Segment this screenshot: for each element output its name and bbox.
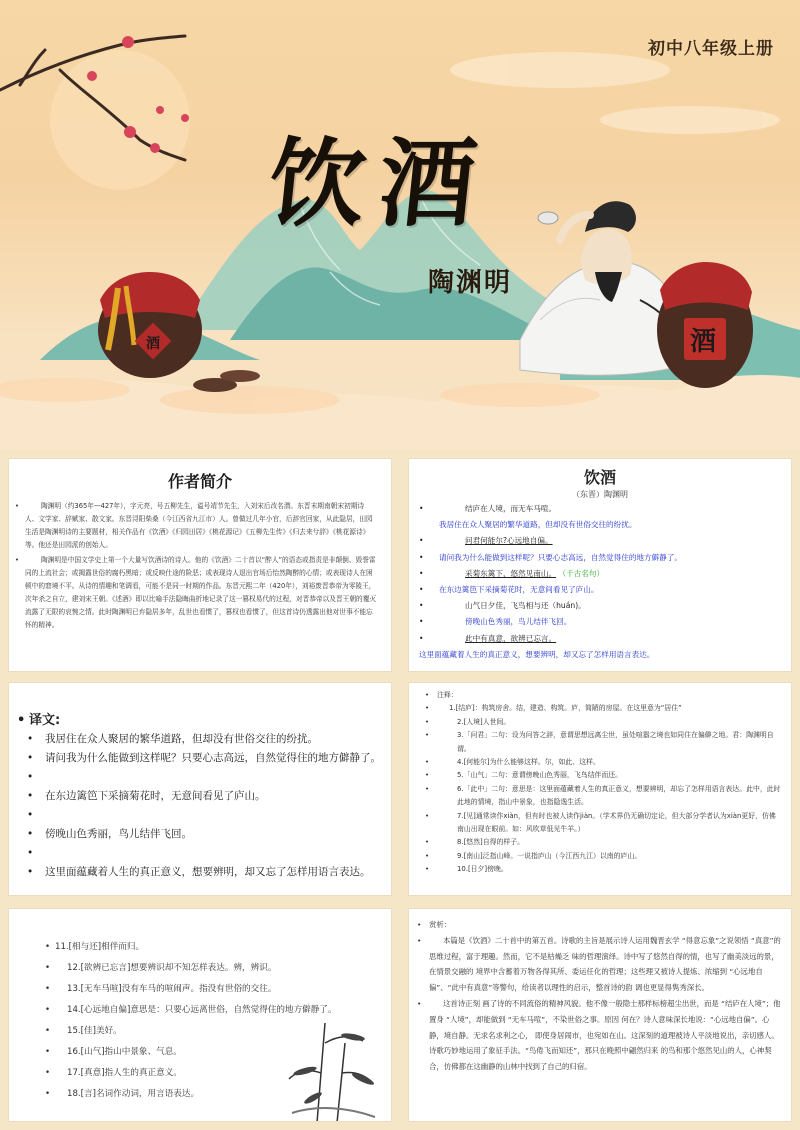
famous-line-note: （千古名句） — [558, 568, 605, 578]
poem-line-1: • 结庐在人境，而无车马喧。 — [427, 501, 783, 517]
bamboo-ink-illustration — [287, 1013, 377, 1122]
page-title: 饮酒 — [263, 127, 496, 240]
translation-line-2: • 请问我为什么能做到这样呢？只要心志高远，自然觉得住的地方僻静了。 — [35, 749, 391, 768]
note-6: • 6.「此中」二句：意思是：这里面蕴藏着人生的真正意义，想要辨明，却忘了怎样用语言表达。此中，此时此地的情境，指山中景象，也指隐逸生活。 — [437, 783, 781, 810]
translation-line-1: • 我居住在众人聚居的繁华道路，但却没有世俗交往的纷扰。 — [35, 730, 391, 749]
appreciation-item-2 — [429, 996, 781, 1075]
poem-trans-4: • 傍晚山色秀丽，鸟儿结伴飞回。 — [427, 614, 783, 630]
translation-blank-3 — [35, 844, 391, 863]
bio-paragraph-1: • 陶渊明（约365年—427年），字元亮，号五柳先生，谥号靖节先生，入刘宋后改名潜。东晋末期南朝宋初期诗人、文学家、辞赋家、散文家。东晋浔阳柴桑（今江西省九江市）人。曾做过几年小官，后辞官回家，从此隐居，田园生活是陶渊明诗的主要题材，相关作品有《饮酒》《归园田居》《桃花源记》《五柳先生传》《归去来兮辞》《桃花源诗》等。他还是田园派的创始人。 — [25, 500, 377, 552]
appreciation-paragraph-1: • 本篇是《饮酒》二十首中的第五首。诗歌的主旨是展示诗人运用魏晋玄学 “得意忘象”之说领悟 “真意”的思维过程，富于理趣。然而，它不是枯燥乏 味的哲理演绎。诗中写了悠然自得的情，也写了幽美淡远的景，在情景交融的 境界中含蓄着万物各得其所、委运任化的哲理；这些理又被诗人提炼、浓缩到 “心远地自偏”、“此中有真意”等警句，给读者以理性的启示，整首诗的韵 调也更显得隽秀深长。 — [429, 935, 781, 993]
poem-line-3 — [427, 566, 783, 582]
wine-jar-right — [657, 262, 753, 388]
wine-jar-left — [98, 272, 202, 378]
note-13: • 13.[无车马喧]没有车马的喧闹声。指没有世俗的交往。 — [55, 979, 381, 1000]
bio-text — [9, 492, 391, 632]
note-1: • 1.[结庐]：构筑房舍。结，建造、构筑。庐，简陋的房屋。在这里意为“居住” — [437, 702, 781, 715]
note-11: • 11.[相与还]相伴而归。 — [55, 937, 381, 958]
notes-body — [409, 683, 791, 877]
note-2: • 2.[人境]人世间。 — [437, 716, 781, 729]
note-8: • 8.[悠然]自得的样子。 — [437, 836, 781, 849]
note-15: • 15.[佳]美好。 — [55, 1021, 381, 1042]
author-bio-card — [8, 458, 392, 672]
translation-blank-2 — [35, 806, 391, 825]
translation-heading: • 译文: — [29, 711, 391, 730]
appreciation-heading: • 赏析： — [429, 917, 781, 933]
appreciation-body — [409, 909, 791, 1075]
note-14: • 14.[心远地自偏]意思是：只要心远离世俗，自然觉得住的地方僻静了。 — [55, 1000, 381, 1021]
poem-title: 饮酒 — [583, 468, 616, 487]
translation-line-3: • 在东边篱笆下采摘菊花时，无意间看见了庐山。 — [35, 787, 391, 806]
bio-title: 作者简介 — [167, 472, 232, 491]
notes-continued-card — [8, 908, 392, 1122]
note-7: • 7.[见]通常读作xiàn，但有时也被人读作jiàn。（学术界仍无确切定论，但大部分学者认为xiàn更好，仿佛南山出现在眼前。如：风吹草低见牛羊。） — [437, 810, 781, 837]
note-4: • 4.[何能尔]为什么能够这样。尔，如此、这样。 — [437, 756, 781, 769]
appreciation-item-1 — [429, 933, 781, 996]
author-name: 陶渊明 — [428, 268, 513, 298]
poem-line-3-text: 采菊东篱下，悠然见南山。 — [465, 568, 557, 578]
poem-line-4: • 山气日夕佳，飞鸟相与还（huán)。 — [427, 598, 783, 614]
note-16: • 16.[山气]指山中景象、气息。 — [55, 1042, 381, 1063]
poem-subtitle: （东晋）陶渊明 — [572, 490, 628, 499]
appreciation-card — [408, 908, 792, 1122]
notes-card — [408, 682, 792, 896]
grade-label: 初中八年级上册 — [648, 39, 774, 59]
poem-trans-3: • 在东边篱笆下采摘菊花时，无意间看见了庐山。 — [427, 582, 783, 598]
note-18: • 18.[言]名词作动词，用言语表达。 — [55, 1084, 381, 1105]
poem-body — [409, 501, 791, 663]
translation-blank-1 — [35, 768, 391, 787]
poem-line-2: • 问君何能尔?心远地自偏。 — [427, 533, 783, 549]
notes-heading: • 注释： — [437, 689, 781, 702]
translation-card — [8, 682, 392, 896]
translation-body — [9, 683, 391, 882]
note-5: • 5.「山气」二句：意谓傍晚山色秀丽，飞鸟结伴而还。 — [437, 769, 781, 782]
poem-line-5: • 此中有真意，欲辨已忘言。 — [427, 631, 783, 647]
jar-label-right: 酒 — [690, 327, 717, 357]
note-17: • 17.[真意]指人生的真正意义。 — [55, 1063, 381, 1084]
translation-line-4: • 傍晚山色秀丽，鸟儿结伴飞回。 — [35, 825, 391, 844]
jar-label-left: 酒 — [146, 336, 160, 352]
poem-card — [408, 458, 792, 672]
note-3: • 3.「问君」二句：设为问答之辞，意谓思想远离尘世，虽处喧嚣之境也如同住在偏僻之地。君：陶渊明自谓。 — [437, 729, 781, 756]
poem-trans-1: 我居住在众人聚居的繁华道路，但却没有世俗交往的纷扰。 — [439, 520, 637, 530]
note-10: • 10.[日夕]傍晚。 — [437, 863, 781, 876]
note-9: • 9.[南山]泛指山峰。一说指庐山（今江西九江）以南的庐山。 — [437, 850, 781, 863]
poem-trans-2: • 请问我为什么能做到这样呢？只要心志高远，自然觉得住的地方僻静了。 — [427, 550, 783, 566]
poem-trans-5: 这里面蕴藏着人生的真正意义，想要辨明，却又忘了怎样用语言表达。 — [419, 649, 655, 659]
note-12: • 12.[欲辨已忘言]想要辨识却不知怎样表达。辨，辨识。 — [55, 958, 381, 979]
translation-line-5: • 这里面蕴藏着人生的真正意义，想要辨明，却又忘了怎样用语言表达。 — [35, 863, 391, 882]
bio-paragraph-2: • 陶渊明是中国文学史上第一个大量写饮酒诗的诗人。他的《饮酒》二十首以“醉人”的语态或指责是非颠倒、毁誉雷同的上流社会；或揭露世俗的腐朽黑暗；或反映仕途的险恶；或表现诗人退出官场后怡然陶醉的心情；或表现诗人在困顿中的窘境不平。从诗的情趣和笔调看，可能不是同一时期的作品。东晋元熙二年（420年），刘裕废晋恭帝为零陵王，次年杀之自立，建刘宋王朝。《述酒》即以比喻手法隐晦曲折地记录了这一篡权易代的过程，对晋恭帝以及晋王朝的覆灭流露了无限的哀惋之情。此时陶渊明已弃隐居多年，乱世也看惯了，篡权也看惯了，但这首诗仍透露出他对世事不能忘怀的精神。 — [25, 554, 377, 632]
hero-banner — [0, 0, 800, 450]
appreciation-paragraph-2: • 这首诗正刻 画了诗的不同流俗的精神风貌。他不像一般隐士那样标榜超尘出世，而是 “结庐在人境”；他置身 “人境”，却能做到 “无车马喧”，不染世俗之事。原因 何在？诗人意味深长地说：“心远地自偏”。心静，境自静。无求名求利之心， 即使身居闹市，也宛如在山。这深刻的道理被诗人平淡地说出，亲切感人。 诗歌巧妙地运用了象征手法。“鸟倦飞而知还”，那只在晚照中翩然归来 的鸟和那个悠然见山的人，心神契合，仿佛都在这幽静的山林中找到了自己的归宿。 — [429, 998, 781, 1072]
